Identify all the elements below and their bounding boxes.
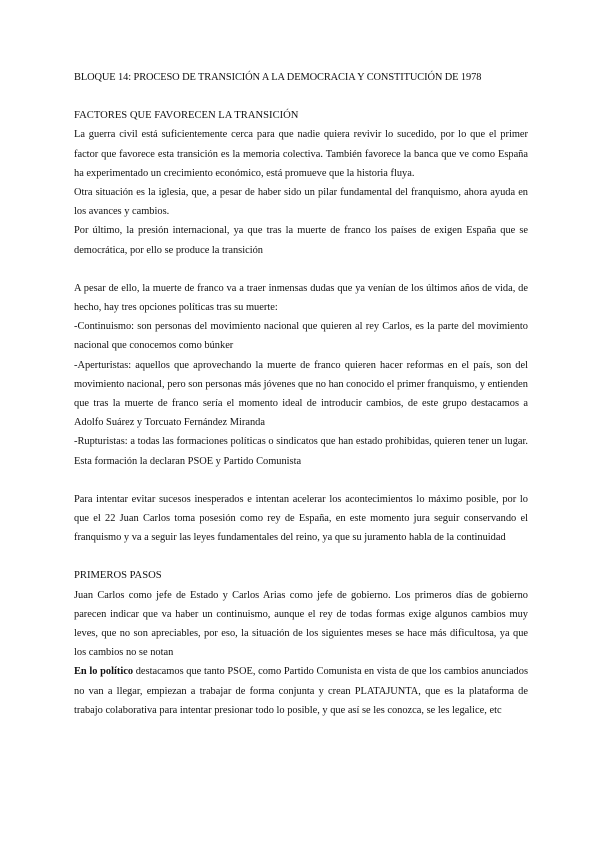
- paragraph-iglesia: Otra situación es la iglesia, que, a pesar de haber sido un pilar fundamental del franquismo, ahora ayuda en los avances y cambios.: [74, 187, 528, 218]
- section-heading-factores: FACTORES QUE FAVORECEN LA TRANSICIÓN: [74, 110, 299, 122]
- paragraph-jefe-de-estado: Juan Carlos como jefe de Estado y Carlos Arias como jefe de gobierno. Los primeros días de gobierno parecen indicar que va haber un continuismo, aunque el rey de todas formas exige algunos cambios muy leves, que no son apreciables, por eso, la situación de los siguientes meses se hace más dificultosa, ya que los cambios no se notan: [74, 589, 528, 659]
- document-title: BLOQUE 14: PROCESO DE TRANSICIÓN A LA DEMOCRACIA Y CONSTITUCIÓN DE 1978: [74, 72, 482, 83]
- paragraph-memoria-colectiva: La guerra civil está suficientemente cerca para que nadie quiera revivir lo sucedido, por lo que el primer factor que favorece esta transición es la memoria colectiva. También favorece la banca que ve como España ha experimentado un crecimiento económico, está promueve que la historia fluya.: [74, 129, 528, 179]
- paragraph-gap: [74, 471, 528, 490]
- paragraph-gap: [74, 547, 528, 566]
- paragraph-text: destacamos que tanto PSOE, como Partido Comunista en vista de que los cambios anunciados no van a llegar, empiezan a trabajar de forma conjunta y crean PLATAJUNTA, que es la plataforma de trabajo colaborativa para intentar presionar todo lo posible, y que así se les conozca, se les legalice, etc: [74, 666, 528, 716]
- paragraph-continuismo: -Continuismo: son personas del movimiento nacional que quieren al rey Carlos, es la parte del movimiento nacional que conocemos como búnker: [74, 321, 528, 352]
- paragraph-en-lo-politico: [74, 662, 528, 720]
- section-heading-primeros-pasos: PRIMEROS PASOS: [74, 570, 162, 582]
- paragraph-aperturistas: -Aperturistas: aquellos que aprovechando la muerte de franco quieren hacer reformas en el país, son del movimiento nacional, pero son personas más jóvenes que no han conocido el primer franquismo, y entienden que tras la muerte de franco sería el momento ideal de introducir cambios, de este grupo destacamos a Adolfo Suárez y Torcuato Fernández Miranda: [74, 359, 528, 429]
- paragraph-rupturistas: -Rupturistas: a todas las formaciones políticas o sindicatos que han estado prohibidas, quieren tener un lugar. Esta formación la declaran PSOE y Partido Comunista: [74, 436, 528, 467]
- paragraph-opciones-politicas: A pesar de ello, la muerte de franco va a traer inmensas dudas que ya venían de los últimos años de vida, de hecho, hay tres opciones políticas tras su muerte:: [74, 282, 528, 314]
- document-page: [74, 68, 528, 720]
- paragraph-gap: [74, 260, 528, 279]
- paragraph-juan-carlos-rey: Para intentar evitar sucesos inesperados e intentan acelerar los acontecimientos lo máximo posible, por lo que el 22 Juan Carlos toma posesión como rey de España, en este momento jura seguir conservando el franquismo y va a seguir las leyes fundamentales del reino, ya que su juramento habla de la continuidad: [74, 493, 528, 544]
- bold-lead-in: En lo político: [74, 666, 134, 678]
- paragraph-presion-internacional: Por último, la presión internacional, ya que tras la muerte de franco los países de exigen España que se democrática, por ello se produce la transición: [74, 225, 528, 256]
